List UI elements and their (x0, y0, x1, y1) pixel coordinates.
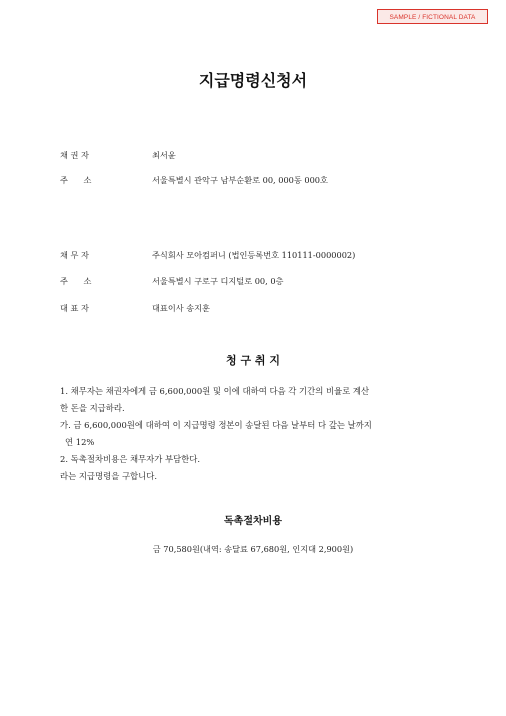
debtor-address-value: 서울특별시 구로구 디지털로 00, 0층 (152, 276, 284, 286)
debtor-name-value: 주식회사 모아컴퍼니 (법인등록번호 110111-0000002) (152, 250, 356, 260)
sample-watermark-stamp: SAMPLE / FICTIONAL DATA (377, 9, 488, 24)
debtor-address-label: 주 소 (60, 276, 92, 286)
claim-line: 1. 채무자는 채권자에게 금 6,600,000원 및 이에 대하여 다음 각 기간의 비율로 계산 (60, 386, 370, 396)
creditor-address-label: 주 소 (60, 175, 92, 185)
cost-heading: 독촉절차비용 (224, 516, 282, 527)
claim-line: 2. 독촉절차비용은 채무자가 부담한다. (60, 454, 200, 464)
debtor-representative-label: 대 표 자 (60, 303, 89, 313)
cost-detail: 금 70,580원(내역: 송달료 67,680원, 인지대 2,900원) (152, 544, 354, 554)
claim-line: 가. 금 6,600,000원에 대하여 이 지급명령 정본이 송달된 다음 날부터 다 갚는 날까지 (60, 420, 372, 430)
claim-line: 라는 지급명령을 구합니다. (60, 471, 157, 481)
claim-heading: 청 구 취 지 (226, 354, 280, 367)
claim-line: 한 돈을 지급하라. (60, 403, 125, 413)
creditor-name-label: 채 권 자 (60, 150, 89, 160)
creditor-address-value: 서울특별시 관악구 남부순환로 00, 000동 000호 (152, 175, 328, 185)
claim-line: 연 12% (65, 437, 95, 447)
document-title: 지급명령신청서 (198, 71, 308, 90)
debtor-name-label: 채 무 자 (60, 250, 89, 260)
creditor-name-value: 최서윤 (152, 150, 176, 160)
debtor-representative-value: 대표이사 송지훈 (152, 303, 210, 313)
